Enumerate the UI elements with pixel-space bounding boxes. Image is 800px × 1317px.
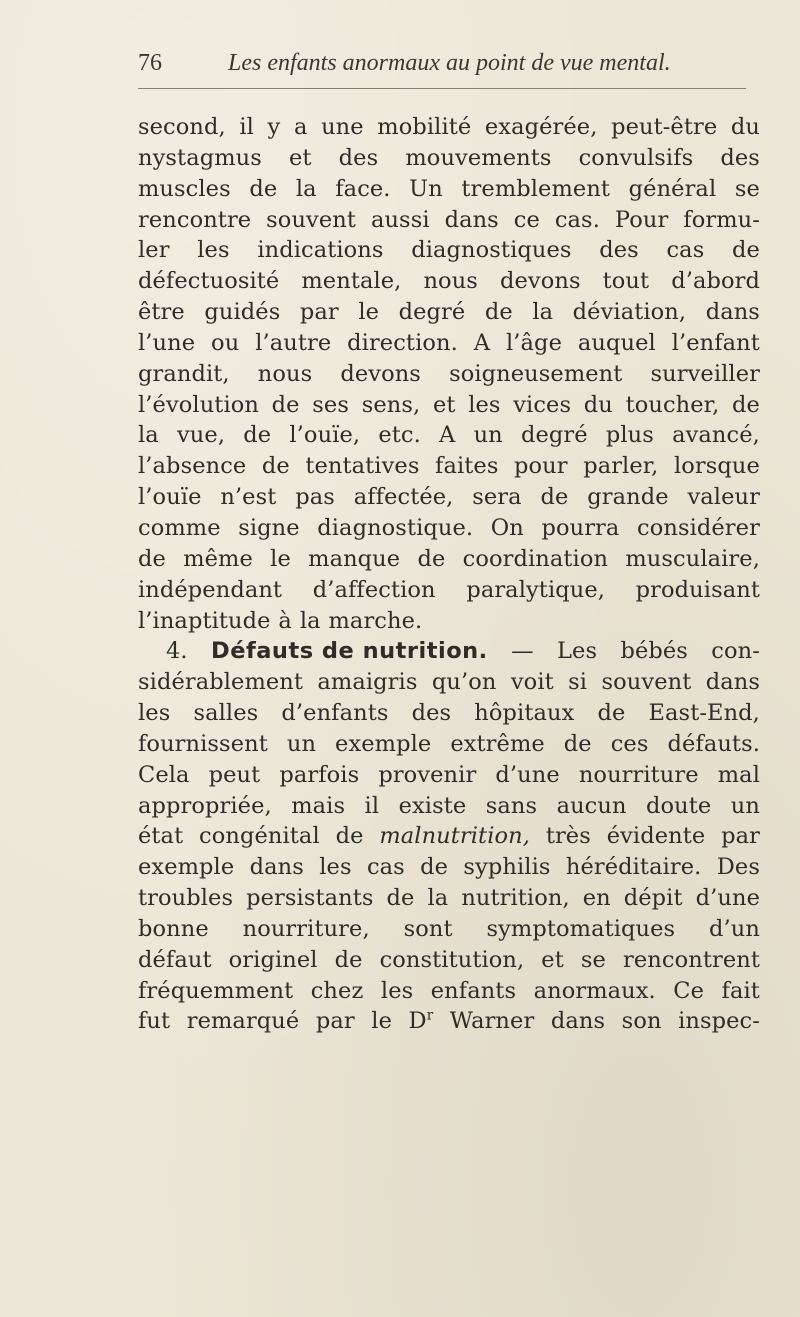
word: guidés — [204, 299, 281, 326]
word: ce — [513, 206, 540, 233]
text-line — [138, 205, 760, 236]
word: tremblement — [461, 175, 611, 202]
word: nous — [257, 360, 313, 387]
word: aucun — [556, 792, 627, 819]
word: exemple — [335, 730, 432, 757]
word: vices — [513, 391, 572, 418]
word: dans — [249, 854, 304, 881]
word: le — [270, 545, 291, 572]
section-heading: Défauts de nutrition. — [211, 638, 488, 665]
word: mouvements — [405, 144, 552, 171]
word: pour — [514, 453, 568, 480]
text-line — [138, 328, 760, 359]
word: fait — [721, 977, 760, 1004]
word: ces — [610, 730, 649, 757]
word: degré — [520, 422, 588, 449]
word: et — [289, 144, 312, 171]
word: les — [380, 977, 414, 1004]
word: originel — [228, 946, 318, 973]
word: devons — [499, 268, 581, 295]
text-line — [138, 297, 760, 328]
word: l’enfant — [671, 329, 760, 356]
word: défauts. — [667, 730, 760, 757]
word: A — [473, 329, 491, 356]
word: lorsque — [673, 453, 760, 480]
word: par — [299, 299, 339, 326]
word: toucher, — [625, 391, 720, 418]
word: congénital — [199, 823, 320, 850]
word: et — [541, 946, 564, 973]
word: grandit, — [138, 360, 230, 387]
text-line — [138, 636, 760, 667]
word: convulsifs — [578, 144, 694, 171]
word: du — [730, 114, 760, 140]
word: exemple — [138, 854, 235, 881]
word: Les — [557, 638, 598, 665]
word: défectuosité — [138, 268, 280, 295]
word: diagnostique. — [317, 514, 474, 541]
word: dans — [550, 1008, 606, 1035]
word: Pour — [614, 206, 669, 233]
word: plus — [605, 422, 654, 449]
word: dans — [705, 669, 760, 696]
text-line — [138, 482, 760, 513]
doctor-abbrev — [409, 1006, 434, 1037]
word: de — [335, 823, 364, 850]
running-title: Les enfants anormaux au point de vue mental. — [228, 50, 671, 76]
word: muscles — [138, 175, 231, 202]
word: auquel — [577, 329, 656, 356]
word: l’absence — [138, 453, 247, 480]
word: l’une — [138, 329, 196, 356]
word: d’abord — [671, 268, 760, 295]
word: ses — [312, 391, 349, 418]
word: évidente — [606, 823, 706, 850]
text-line — [138, 266, 760, 297]
text-line — [138, 451, 760, 482]
word: face. — [335, 175, 391, 202]
text-line — [138, 945, 760, 976]
word: aussi — [370, 206, 430, 233]
text-line — [138, 667, 760, 698]
word: fut — [138, 1008, 171, 1035]
word: d’une — [495, 761, 560, 788]
text-line — [138, 143, 760, 174]
word: comme — [138, 514, 221, 541]
word: amaigris — [317, 669, 418, 696]
word: formu- — [683, 206, 760, 233]
word: nourriture, — [242, 915, 370, 942]
word: avancé, — [672, 422, 760, 449]
word: vue, — [177, 422, 226, 449]
word: pourra — [541, 514, 620, 541]
word: mentale, — [301, 268, 402, 295]
text-line — [138, 1006, 760, 1037]
word: signe — [238, 514, 300, 541]
text-line — [138, 544, 760, 575]
word: une — [321, 114, 364, 140]
word: être — [138, 299, 185, 326]
word: de — [334, 946, 363, 973]
word: sera — [472, 484, 522, 511]
word: ou — [211, 329, 240, 356]
word: fréquemment — [138, 977, 294, 1004]
word: considérer — [637, 514, 760, 541]
word: y — [267, 114, 281, 140]
word: de — [420, 854, 449, 881]
word: de — [271, 391, 300, 418]
page-header — [138, 50, 750, 90]
word: troubles — [138, 885, 234, 912]
word: l’âge — [506, 329, 562, 356]
word: du — [583, 391, 613, 418]
word: de — [732, 391, 760, 418]
word: peut-être — [611, 114, 718, 140]
word: un — [730, 792, 760, 819]
text-line — [138, 359, 760, 390]
text-line — [138, 112, 760, 143]
word: d’un — [709, 915, 760, 942]
word: il — [364, 792, 380, 819]
word: mais — [291, 792, 346, 819]
word: de — [138, 545, 166, 572]
word: si — [568, 669, 588, 696]
word: se — [734, 175, 760, 202]
word: l’autre — [255, 329, 332, 356]
word: anormaux. — [533, 977, 656, 1004]
word: n’est — [220, 484, 277, 511]
word: degré — [398, 299, 466, 326]
word: salles — [193, 700, 259, 727]
word: les — [138, 700, 171, 727]
word: On — [490, 514, 524, 541]
word: enfants — [430, 977, 517, 1004]
word: des — [338, 144, 379, 171]
word: héréditaire. — [565, 854, 702, 881]
word: produisant — [635, 576, 760, 603]
word: inspec- — [678, 1008, 760, 1035]
word: général — [628, 175, 717, 202]
word: hôpitaux — [474, 700, 575, 727]
word: persistants — [246, 885, 374, 912]
word: et — [432, 391, 456, 418]
italic-term: malnutrition, — [379, 823, 530, 850]
word: grande — [587, 484, 669, 511]
word: existe — [398, 792, 467, 819]
word: les — [468, 391, 501, 418]
word: en — [582, 885, 611, 912]
word: par — [315, 1008, 355, 1035]
word: cas. — [554, 206, 600, 233]
word: des — [411, 700, 452, 727]
word: il — [239, 114, 254, 140]
word: musculaire, — [625, 545, 760, 572]
word: la — [295, 175, 317, 202]
text-line — [138, 606, 760, 637]
text-line — [138, 575, 760, 606]
word: sans — [485, 792, 538, 819]
word: indications — [257, 237, 384, 264]
word: affectée, — [353, 484, 454, 511]
word: l’ouïe — [138, 484, 202, 511]
text-line — [138, 760, 760, 791]
word: manque — [308, 545, 401, 572]
page-number: 76 — [138, 50, 162, 76]
text-line — [138, 821, 760, 852]
word: défaut — [138, 946, 212, 973]
word: East-End, — [648, 700, 760, 727]
text-line — [138, 914, 760, 945]
word: bébés — [620, 638, 688, 665]
text-line — [138, 235, 760, 266]
word: indépendant — [138, 576, 283, 603]
word: sidérablement — [138, 669, 304, 696]
word: valeur — [687, 484, 760, 511]
word: la — [299, 607, 321, 634]
word: de — [243, 422, 272, 449]
word: de — [386, 885, 415, 912]
word: de — [732, 237, 760, 264]
word: — — [511, 638, 534, 665]
word: appropriée, — [138, 792, 272, 819]
word: très — [545, 823, 591, 850]
word: tentatives — [305, 453, 420, 480]
word: déviation, — [572, 299, 687, 326]
word: syphilis — [463, 854, 551, 881]
word: dans — [444, 206, 499, 233]
word: symptomatiques — [486, 915, 676, 942]
word: de — [417, 545, 446, 572]
word: A — [439, 422, 456, 449]
word: les — [197, 237, 230, 264]
word: parfois — [279, 761, 360, 788]
body-text — [138, 112, 760, 1037]
text-line — [138, 883, 760, 914]
word: exagérée, — [484, 114, 598, 140]
word: dépit — [623, 885, 683, 912]
word: con- — [711, 638, 760, 665]
text-line — [138, 791, 760, 822]
word: la — [532, 299, 554, 326]
word: nous — [423, 268, 478, 295]
word: Ce — [673, 977, 705, 1004]
word: marche. — [328, 607, 423, 634]
word: l’évolution — [138, 391, 259, 418]
word: mobilité — [377, 114, 472, 140]
word: parler, — [583, 453, 659, 480]
word: voit — [510, 669, 554, 696]
word: d’enfants — [281, 700, 389, 727]
word: soigneusement — [449, 360, 623, 387]
word: Des — [716, 854, 760, 881]
word: la — [427, 885, 449, 912]
word: rencontrent — [623, 946, 760, 973]
word: de — [249, 175, 278, 202]
word: de — [261, 453, 290, 480]
word: état — [138, 823, 184, 850]
word: Cela — [138, 761, 190, 788]
word: de — [597, 700, 626, 727]
word: nourriture — [578, 761, 699, 788]
word: doute — [646, 792, 712, 819]
word: surveiller — [650, 360, 760, 387]
word: second, — [138, 114, 226, 140]
word: dans — [705, 299, 760, 326]
doctor-abbrev-sup: r — [426, 1007, 434, 1024]
doctor-abbrev-letter: D — [408, 1008, 427, 1035]
text-line — [138, 698, 760, 729]
word: d’une — [695, 885, 760, 912]
text-line — [138, 852, 760, 883]
word: un — [286, 730, 317, 757]
word: Warner — [449, 1008, 535, 1035]
word: la — [138, 422, 159, 449]
text-line — [138, 513, 760, 544]
word: a — [293, 114, 308, 140]
word: diagnostiques — [411, 237, 572, 264]
word: devons — [340, 360, 421, 387]
text-line — [138, 420, 760, 451]
word: de — [540, 484, 569, 511]
text-line — [138, 729, 760, 760]
word: rencontre — [138, 206, 252, 233]
text-line — [138, 976, 760, 1007]
word: de — [563, 730, 592, 757]
word: souvent — [266, 206, 356, 233]
word: le — [358, 299, 380, 326]
word: direction. — [347, 329, 458, 356]
word: souvent — [601, 669, 692, 696]
word: des — [720, 144, 760, 171]
word: tout — [602, 268, 650, 295]
word: provenir — [378, 761, 477, 788]
word: de — [484, 299, 513, 326]
word: cas — [366, 854, 405, 881]
header-rule — [138, 88, 746, 89]
section-number: 4. — [166, 638, 188, 665]
word: extrême — [450, 730, 545, 757]
word: fournissent — [138, 730, 268, 757]
word: sens, — [361, 391, 421, 418]
word: pas — [295, 484, 335, 511]
word: ler — [138, 237, 170, 264]
word: Un — [409, 175, 443, 202]
word: même — [183, 545, 253, 572]
word: chez — [310, 977, 364, 1004]
word: mal — [717, 761, 760, 788]
word: sont — [403, 915, 453, 942]
word: cas — [666, 237, 705, 264]
word: bonne — [138, 915, 209, 942]
word: d’affection — [312, 576, 436, 603]
word: nutrition, — [461, 885, 570, 912]
word: par — [721, 823, 760, 850]
word: paralytique, — [466, 576, 606, 603]
text-line — [138, 390, 760, 421]
word: des — [599, 237, 639, 264]
word: l’ouïe, — [289, 422, 361, 449]
word: se — [580, 946, 606, 973]
word: nystagmus — [138, 144, 262, 171]
word: un — [473, 422, 503, 449]
word: coordination — [462, 545, 609, 572]
word: son — [621, 1008, 662, 1035]
word: le — [371, 1008, 392, 1035]
word: qu’on — [431, 669, 497, 696]
word: à — [278, 607, 292, 634]
text-line — [138, 174, 760, 205]
word: peut — [208, 761, 261, 788]
word: faites — [435, 453, 499, 480]
word: l’inaptitude — [138, 607, 271, 634]
word: etc. — [378, 422, 421, 449]
word: constitution, — [379, 946, 525, 973]
word: remarqué — [186, 1008, 300, 1035]
word: les — [319, 854, 352, 881]
